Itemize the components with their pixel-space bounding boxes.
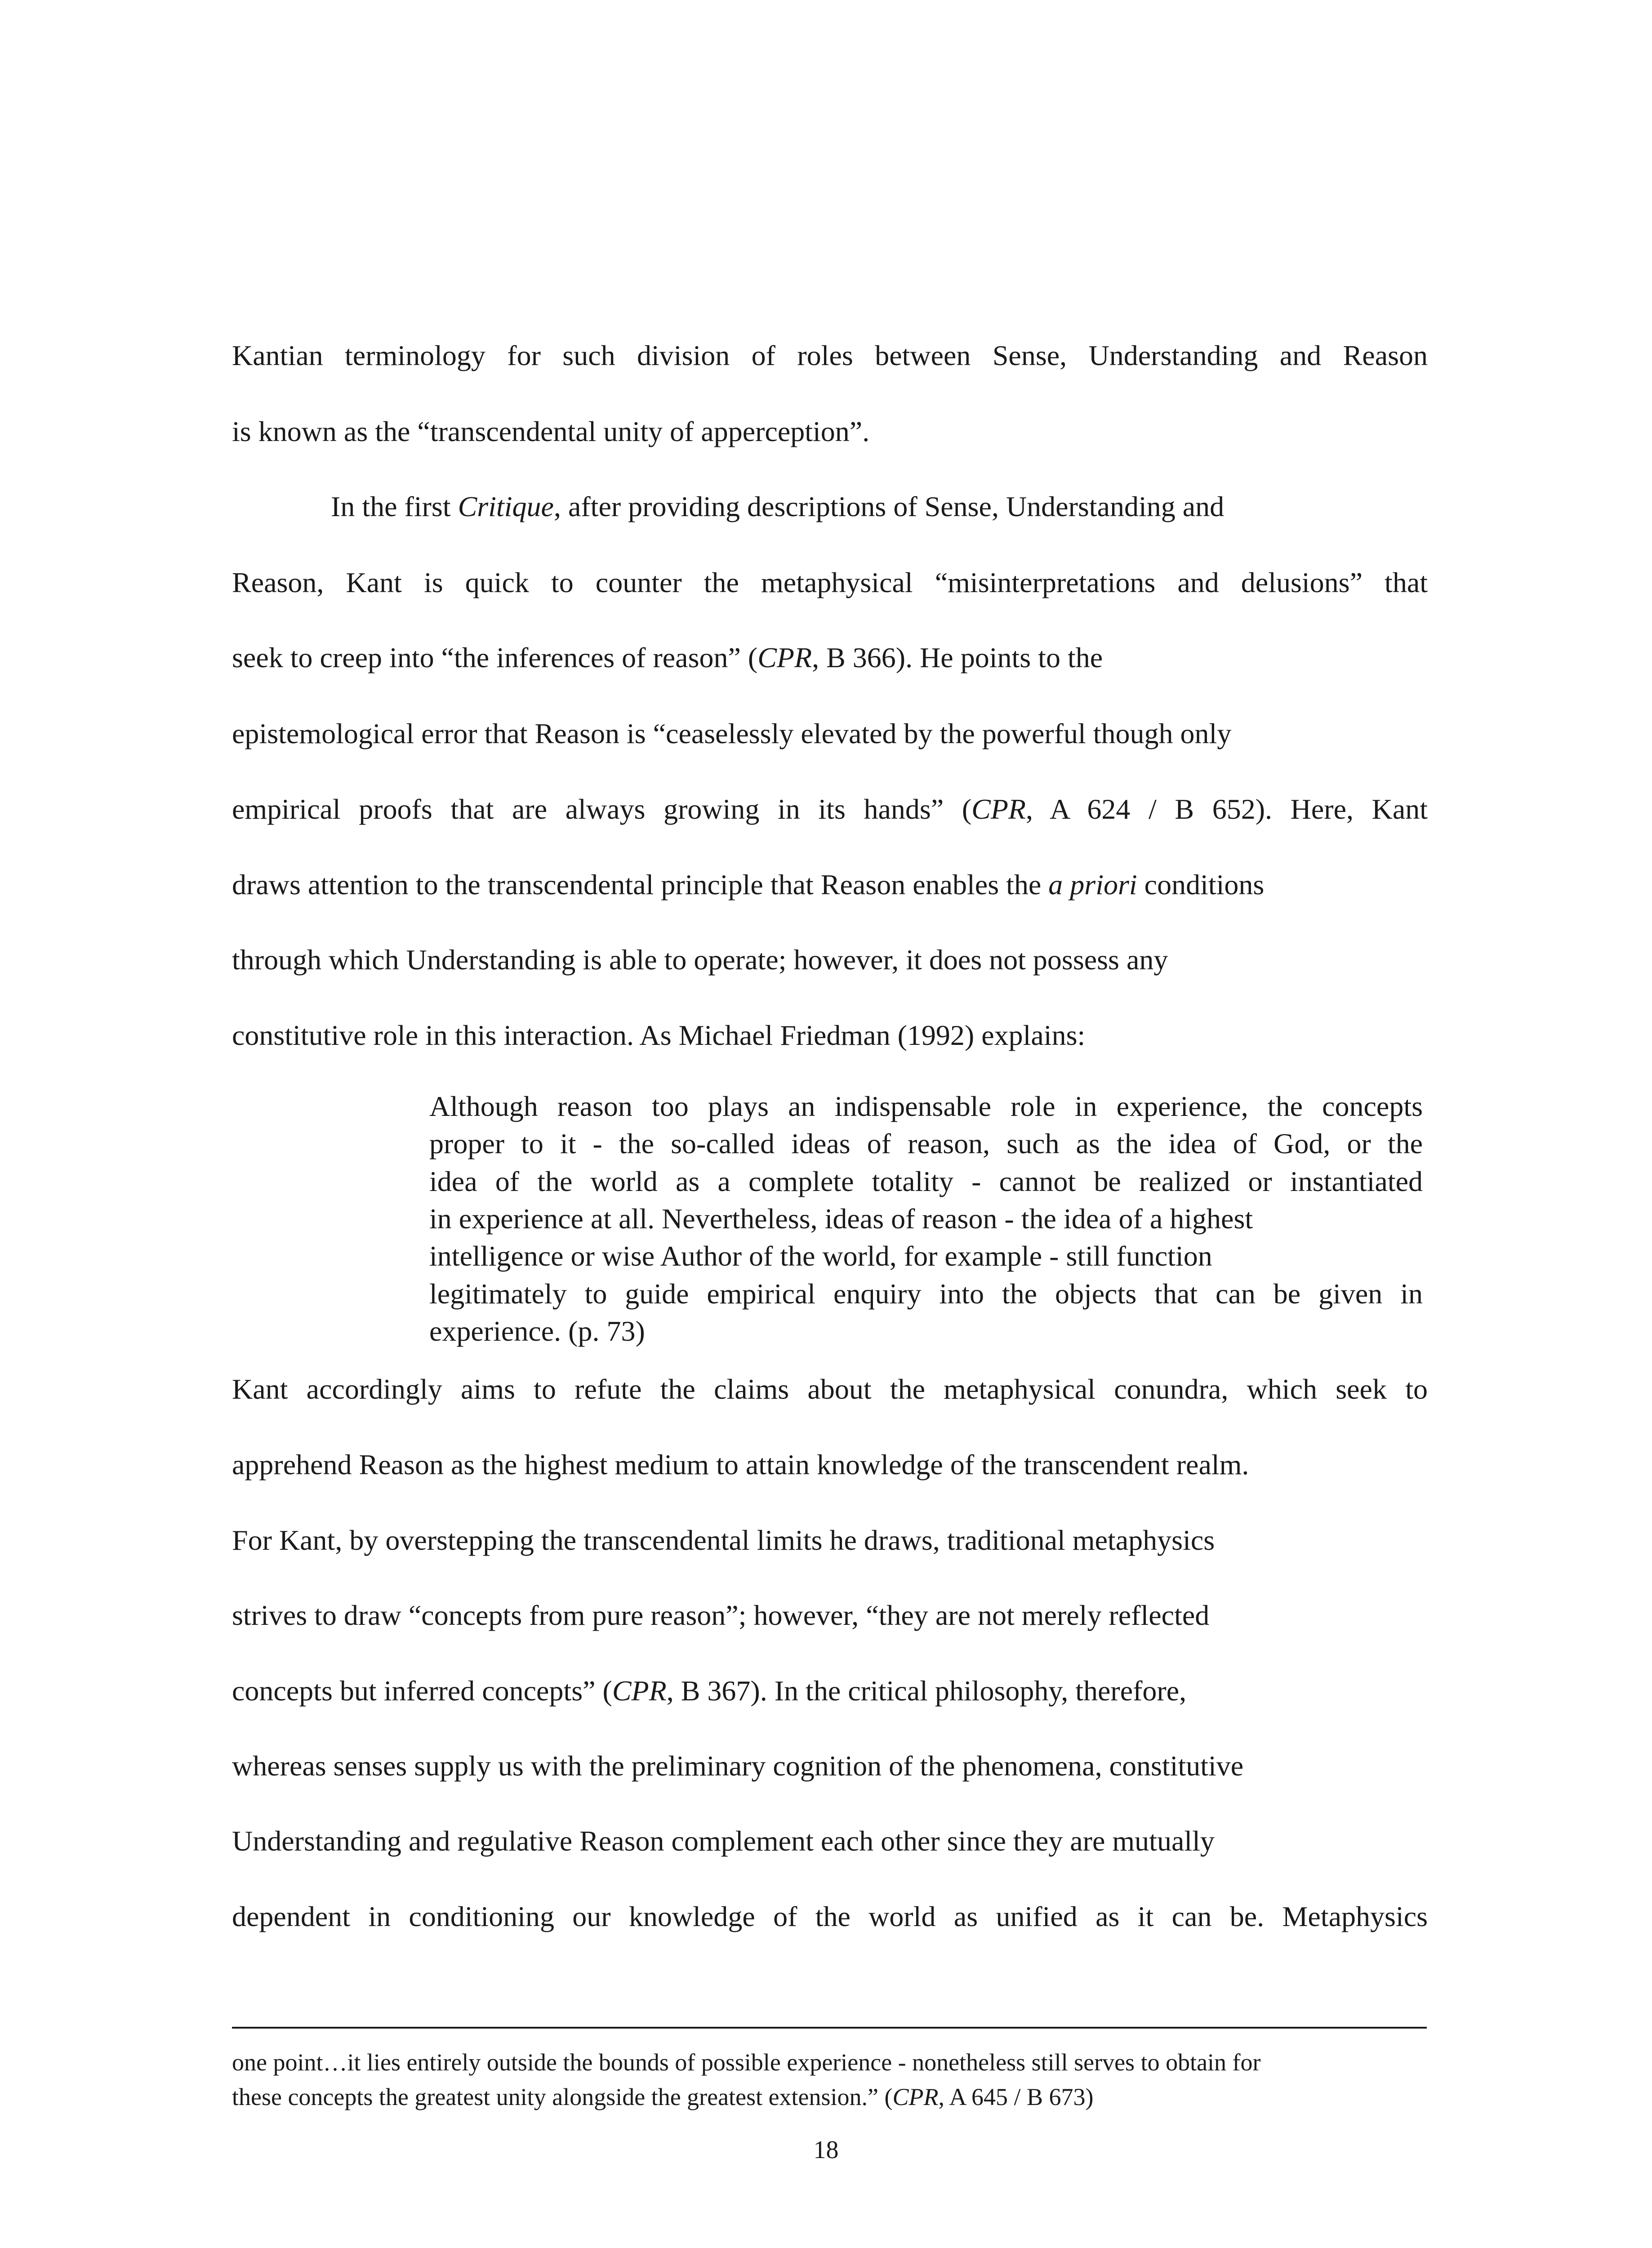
text-run: through which Understanding is able to operate; however, it does not possess any	[232, 944, 1168, 976]
text-run: draws attention to the transcendental principle that Reason enables the	[232, 869, 1049, 901]
paragraph-line	[232, 643, 1103, 672]
text-run: , B 367). In the critical philosophy, therefore,	[666, 1675, 1187, 1707]
italic-run: a priori	[1048, 869, 1137, 901]
text-run: , B 366). He points to the	[812, 642, 1103, 674]
paragraph-line	[232, 1677, 1186, 1705]
paragraph-line	[232, 1526, 1215, 1555]
text-run: , A 645 / B 673)	[938, 2083, 1094, 2110]
quote-line: proper to it - the so-called ideas of reason, such as the idea of God, or the	[429, 1128, 1423, 1160]
footnote-line	[232, 2085, 1094, 2109]
paragraph-line	[232, 341, 1428, 370]
text-run: In the first	[331, 491, 458, 522]
quote-line: in experience at all. Nevertheless, ideas of reason - the idea of a highest	[429, 1203, 1253, 1235]
paragraph-line	[331, 492, 1224, 521]
text-run: For Kant, by overstepping the transcendental limits he draws, traditional metaphysics	[232, 1524, 1215, 1556]
paragraph-line	[232, 1375, 1428, 1404]
footnote-separator	[232, 2027, 1427, 2029]
text-run: , A 624 / B 652). Here, Kant	[1026, 793, 1428, 825]
paragraph-line	[232, 417, 869, 446]
text-run: Kantian terminology for such division of roles between Sense, Understanding and Reason	[232, 339, 1428, 371]
text-run: one point…it lies entirely outside the bounds of possible experience - nonetheless still serves to obtain for	[232, 2049, 1261, 2076]
text-run: Kant accordingly aims to refute the claims about the metaphysical conundra, which seek to	[232, 1373, 1428, 1405]
quote-line: experience. (p. 73)	[429, 1315, 645, 1347]
text-run: dependent in conditioning our knowledge of the world as unified as it can be. Metaphysics	[232, 1900, 1428, 1932]
italic-run: CPR	[612, 1675, 667, 1707]
text-run: seek to creep into “the inferences of reason” (	[232, 642, 758, 674]
paragraph-line	[232, 568, 1428, 597]
italic-run: Critique	[458, 491, 554, 522]
paragraph-line	[232, 719, 1231, 748]
text-run: strives to draw “concepts from pure reason”; however, “they are not merely reflected	[232, 1599, 1210, 1631]
quote-line: Although reason too plays an indispensable role in experience, the concepts	[429, 1090, 1423, 1122]
text-run: empirical proofs that are always growing in its hands” (	[232, 793, 972, 825]
quote-line: intelligence or wise Author of the world, for example - still function	[429, 1240, 1212, 1272]
text-run: these concepts the greatest unity alongside the greatest extension.” (	[232, 2083, 893, 2110]
text-run: Understanding and regulative Reason complement each other since they are mutually	[232, 1825, 1215, 1857]
paragraph-line	[232, 946, 1168, 974]
text-run: apprehend Reason as the highest medium to attain knowledge of the transcendent realm.	[232, 1449, 1249, 1481]
quote-line: legitimately to guide empirical enquiry into the objects that can be given in	[429, 1278, 1423, 1310]
paragraph-line	[232, 1902, 1428, 1931]
paragraph-line	[232, 1827, 1215, 1855]
paragraph-line	[232, 1752, 1243, 1780]
footnote-line	[232, 2050, 1261, 2074]
paragraph-line	[232, 795, 1428, 824]
paragraph-line	[232, 1021, 1085, 1050]
text-run: Reason, Kant is quick to counter the metaphysical “misinterpretations and delusions” that	[232, 566, 1428, 598]
italic-run: CPR	[892, 2083, 939, 2110]
text-run: is known as the “transcendental unity of apperception”.	[232, 415, 870, 447]
text-run: whereas senses supply us with the preliminary cognition of the phenomena, constitutive	[232, 1750, 1244, 1782]
text-run: , after providing descriptions of Sense, Understanding and	[553, 491, 1225, 522]
text-run: concepts but inferred concepts” (	[232, 1675, 612, 1707]
italic-run: CPR	[971, 793, 1026, 825]
text-run: conditions	[1137, 869, 1265, 901]
text-run: epistemological error that Reason is “ceaselessly elevated by the powerful though only	[232, 718, 1232, 749]
paragraph-line	[232, 870, 1264, 899]
quote-line: idea of the world as a complete totality - cannot be realized or instantiated	[429, 1165, 1423, 1197]
paragraph-line	[232, 1601, 1209, 1630]
italic-run: CPR	[757, 642, 812, 674]
paragraph-line	[232, 1450, 1249, 1479]
text-run: constitutive role in this interaction. As Michael Friedman (1992) explains:	[232, 1019, 1086, 1051]
page-number: 18	[813, 2136, 839, 2164]
